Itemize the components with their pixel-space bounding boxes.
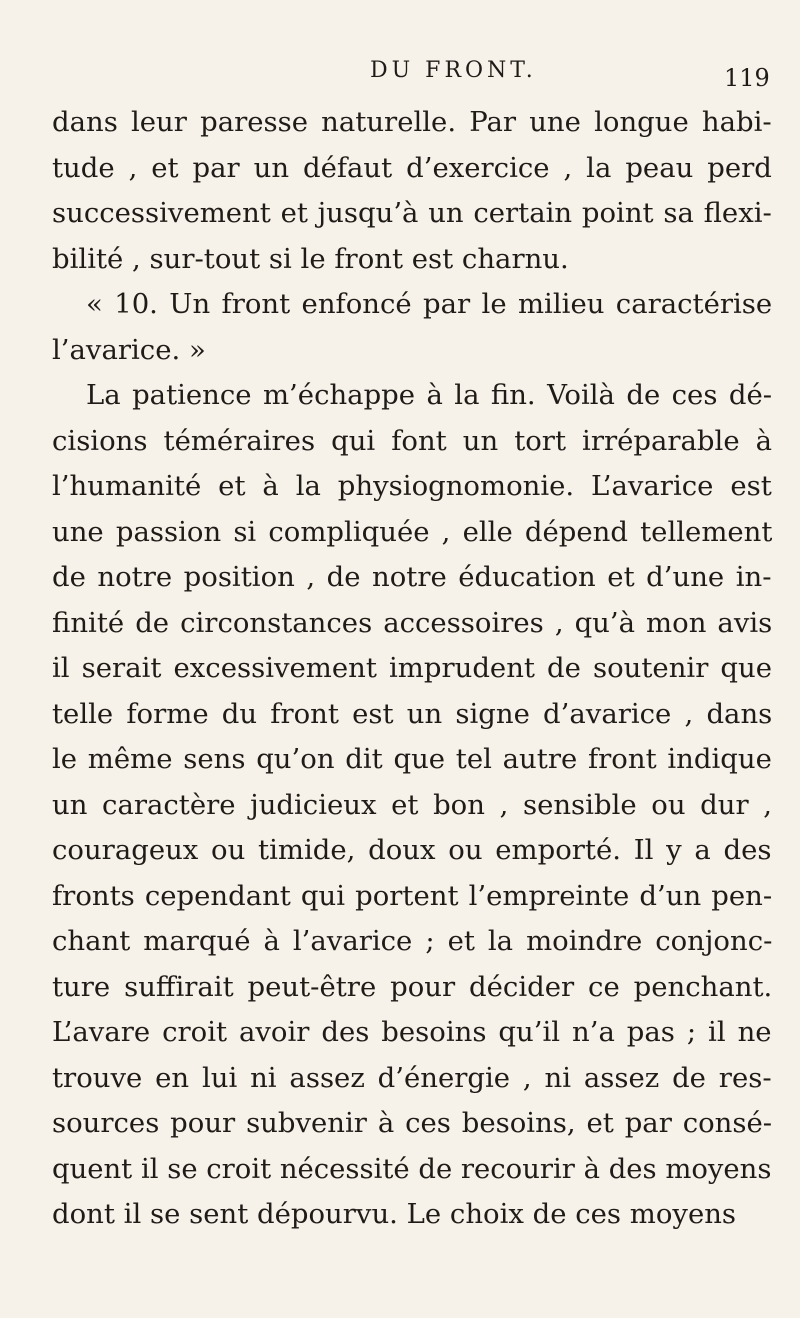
text-line: La patience m’échappe à la fin. Voilà de ces dé- (86, 379, 772, 411)
text-line: finité de circonstances accessoires , qu’à mon avis (52, 606, 772, 639)
text-line: sources pour subvenir à ces besoins, et par consé- (52, 1107, 772, 1139)
text-line: dont il se sent dépourvu. Le choix de ces moyens (52, 1198, 737, 1230)
text-line: de notre position , de notre éducation et d’une in- (52, 561, 772, 593)
text-line: quent il se croit nécessité de recourir à des moyens (52, 1153, 772, 1185)
text-line: trouve en lui ni assez d’énergie , ni assez de res- (52, 1061, 772, 1094)
text-line: ture suffirait peut-être pour décider ce penchant. (52, 970, 772, 1003)
text-line: l’avarice. » (52, 333, 206, 366)
text-line: chant marqué à l’avarice ; et la moindre conjonc- (52, 925, 772, 957)
text-line: il serait excessivement imprudent de soutenir que (52, 652, 772, 684)
text-line: bilité , sur-tout si le front est charnu. (52, 242, 569, 275)
text-line: « 10. Un front enfoncé par le milieu caractérise (86, 288, 772, 320)
text-line: le même sens qu’on dit que tel autre front indique (52, 743, 772, 775)
text-line: tude , et par un défaut d’exercice , la peau perd (52, 151, 772, 184)
text-line: L’avare croit avoir des besoins qu’il n’a pas ; il ne (52, 1016, 772, 1048)
text-line: successivement et jusqu’à un certain point sa flexi- (52, 197, 772, 229)
text-line: une passion si compliquée , elle dépend tellement (52, 515, 772, 548)
text-line: fronts cependant qui portent l’empreinte d’un pen- (52, 879, 772, 912)
body-text (52, 100, 772, 1238)
text-line: un caractère judicieux et bon , sensible ou dur , (52, 788, 772, 821)
running-title: DU FRONT. (370, 58, 537, 83)
text-line: l’humanité et à la physiognomonie. L’avarice est (52, 470, 772, 502)
text-line: dans leur paresse naturelle. Par une longue habi- (52, 106, 772, 138)
text-line: telle forme du front est un signe d’avarice , dans (52, 697, 772, 730)
text-line: courageux ou timide, doux ou emporté. Il y a des (52, 834, 772, 866)
text-line: cisions téméraires qui font un tort irréparable à (52, 424, 772, 457)
page-header (0, 58, 800, 98)
page-number: 119 (724, 64, 770, 92)
